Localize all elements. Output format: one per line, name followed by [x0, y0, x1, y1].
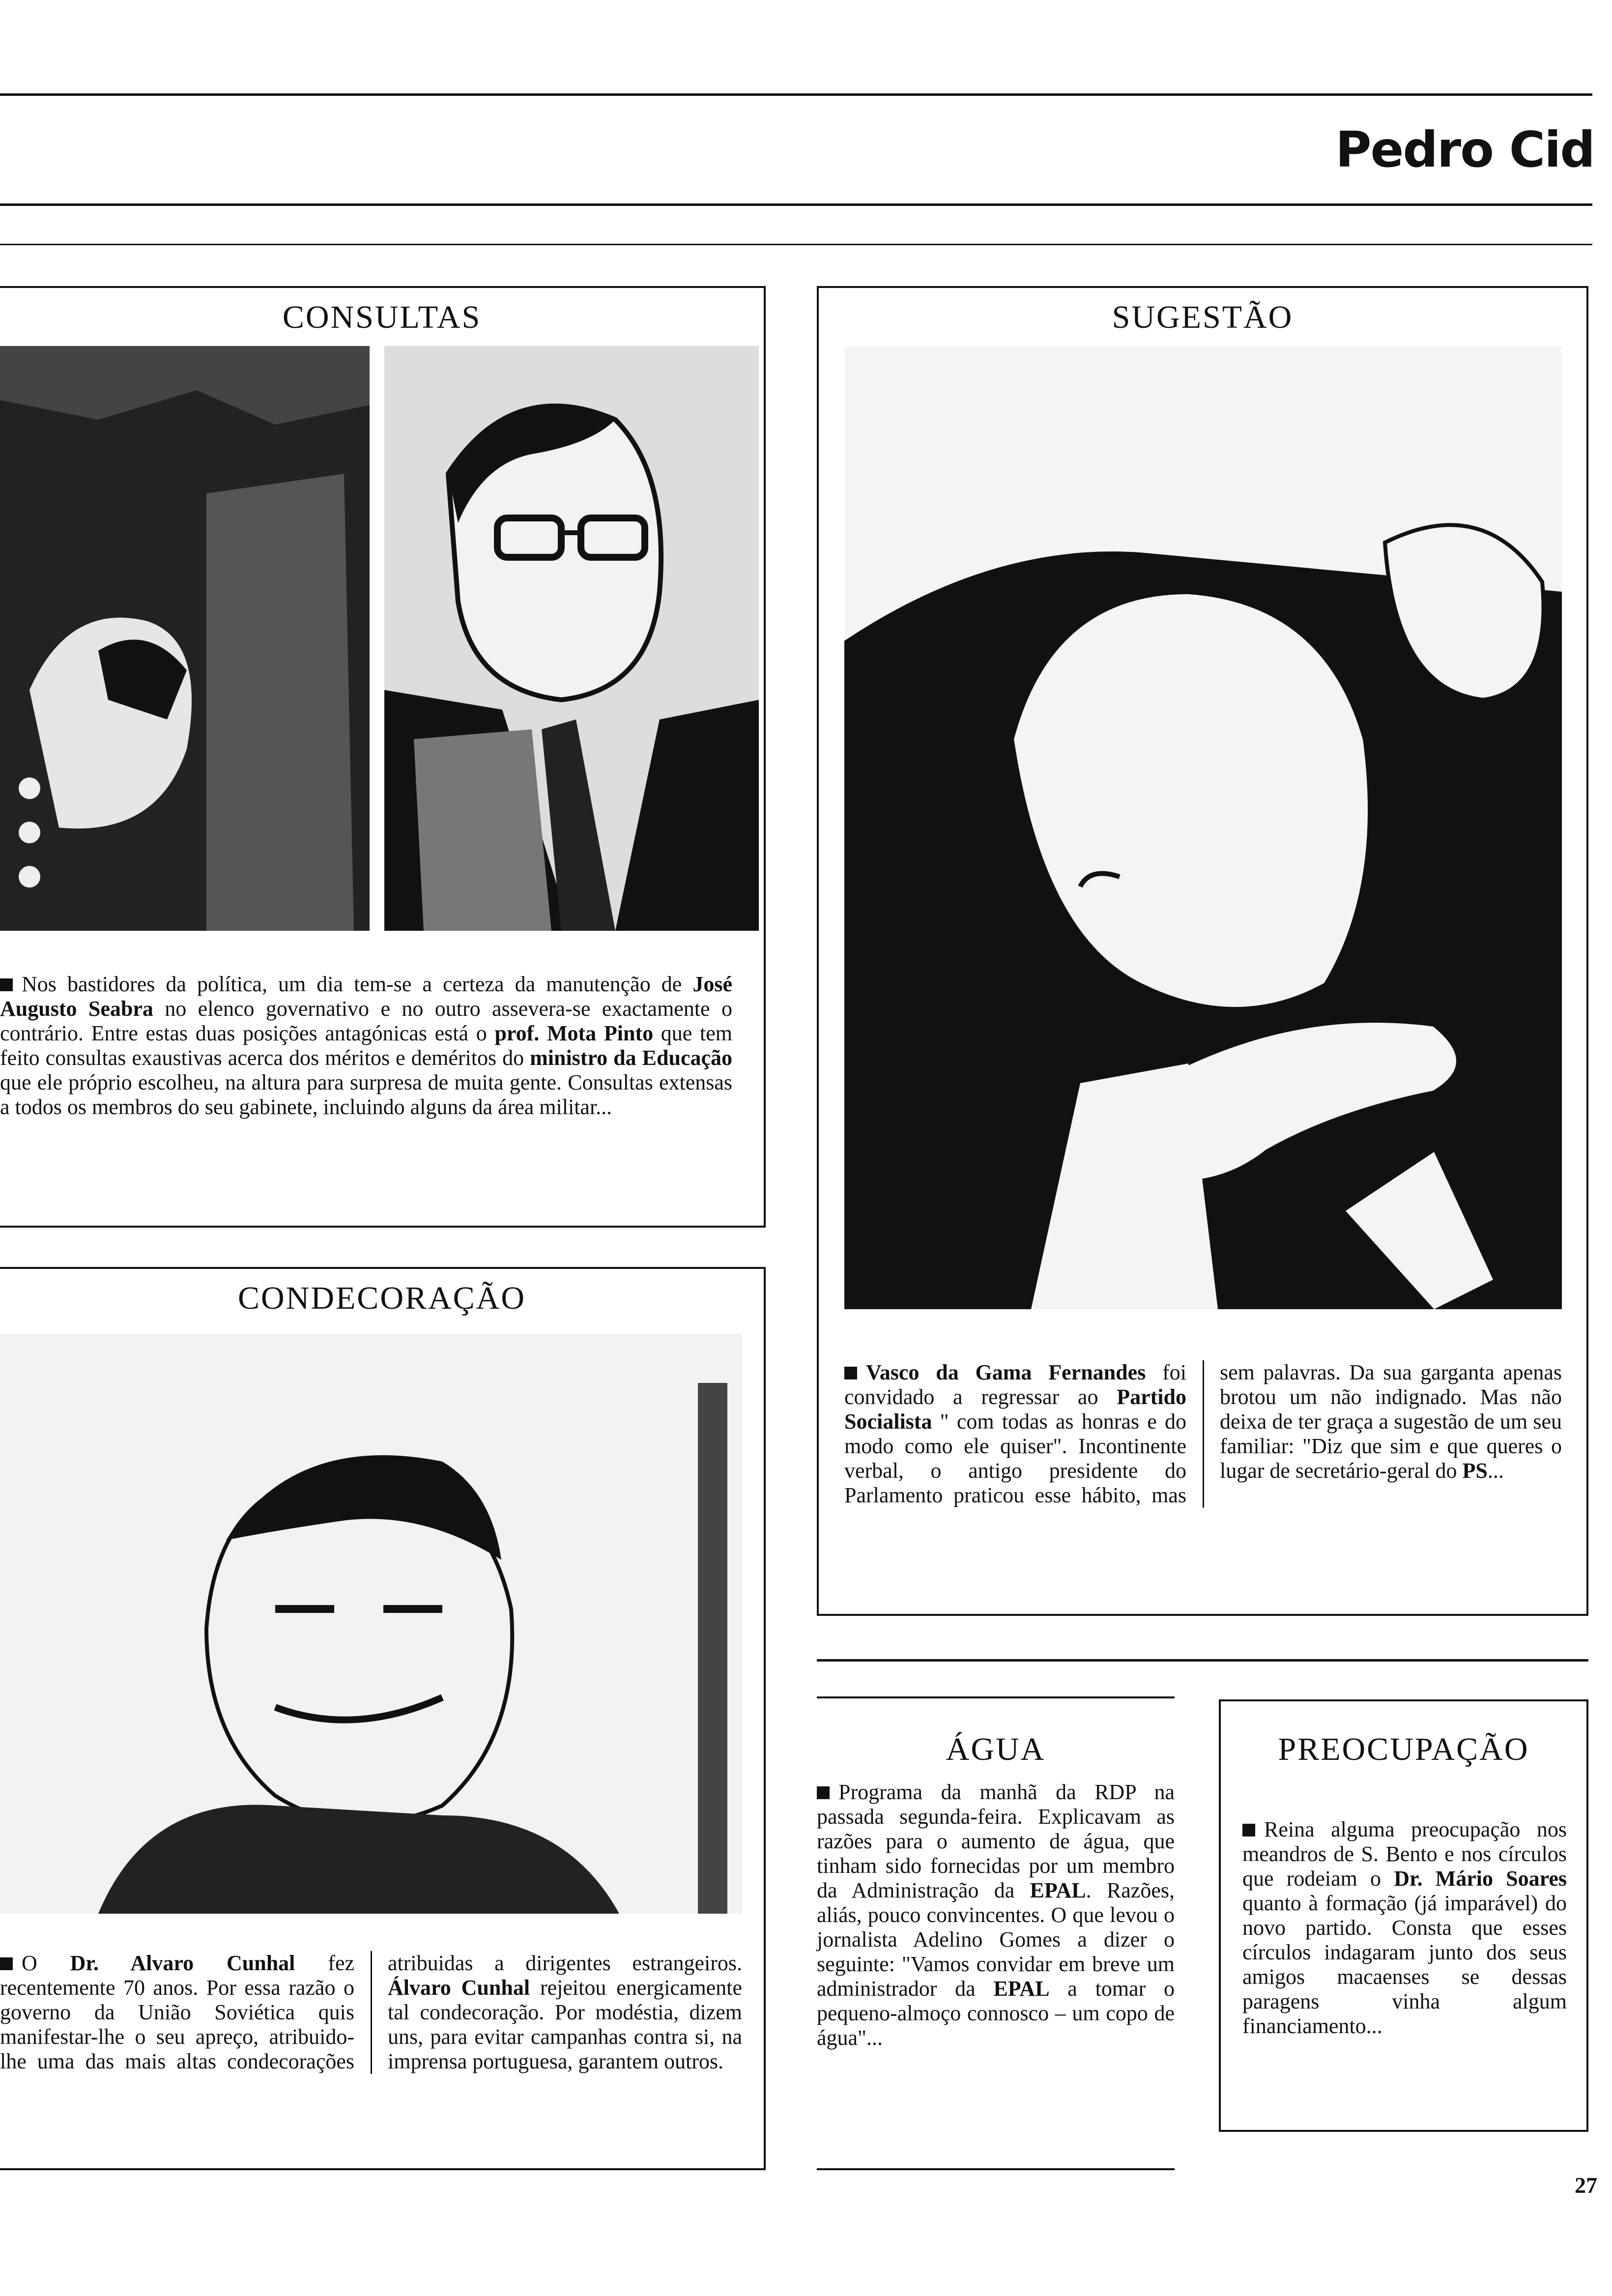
condecoracao-text-1: O [22, 1951, 70, 1975]
sugestao-name-vasco: Vasco da Gama Fernandes [866, 1360, 1146, 1384]
sugestao-text-2: " com todas as honras e do modo como ele quiser". Incontinente verbal, o antigo presidente do Parlamento praticou esse hábito, mas sem palavras. Da sua garganta apenas brotou um não indignado. Mas não deixa de ter graça a sugestão de um seu familiar: "Diz que sim e que queres o lugar de secretário-geral do [844, 1360, 1562, 1507]
sugestao-text-3: ... [1487, 1459, 1504, 1483]
preocupacao-name-soares: Dr. Mário Soares [1394, 1866, 1567, 1891]
consultas-heading: CONSULTAS [282, 299, 482, 335]
consultas-ministro: ministro da Educação [530, 1046, 732, 1070]
consultas-text [0, 972, 732, 1119]
top-rule [0, 93, 1592, 96]
agua-epal-2: EPAL [993, 1977, 1050, 2001]
bullet-icon [817, 1786, 830, 1799]
condecoracao-text-3: rejeitou energicamente tal condecoração. Por modéstia, dizem uns, para evitar campanhas contra si, na imprensa portuguesa, garantem outros. [388, 1976, 743, 2073]
preocupacao-box [1219, 1699, 1588, 2132]
condecoracao-name-cunhal: Dr. Alvaro Cunhal [70, 1951, 295, 1975]
agua-text-3: a tomar o pequeno-almoço connosco – um copo de água"... [817, 1977, 1175, 2050]
sugestao-text [844, 1360, 1562, 1508]
sugestao-photo [844, 346, 1562, 1309]
condecoracao-text [0, 1951, 742, 2074]
sugestao-partido: Partido Socialista [844, 1385, 1186, 1434]
author-name: Pedro Cid [1335, 121, 1594, 178]
condecoracao-box [0, 1267, 766, 2170]
agua-epal-1: EPAL [1030, 1878, 1086, 1902]
consultas-box [0, 286, 766, 1228]
agua-text [817, 1780, 1175, 2050]
agua-heading: ÁGUA [946, 1731, 1046, 1767]
consultas-name-seabra: José Augusto Seabra [0, 972, 732, 1021]
small-items-rule [817, 1659, 1588, 1662]
sugestao-box [817, 286, 1588, 1616]
condecoracao-text-2: fez recentemente 70 anos. Por essa razão o governo da União Soviética quis manifestar-lhe o seu apreço, atribuido-lhe uma das mais altas condecorações atribuidas a dirigentes estrangeiros. [0, 1951, 742, 2073]
agua-text-2: . Razões, aliás, pouco convincentes. O que levou o jornalista Adelino Gomes a dizer o seguinte: "Vamos convidar em breve um administrador da [817, 1878, 1175, 2001]
condecoracao-name-alvaro: Álvaro Cunhal [388, 1976, 530, 2000]
condecoracao-heading: CONDECORAÇÃO [237, 1280, 526, 1316]
consultas-name-mota-pinto: prof. Mota Pinto [494, 1021, 654, 1045]
agua-section [817, 1696, 1175, 2170]
sugestao-ps: PS [1462, 1459, 1488, 1483]
consultas-text-4: que ele próprio escolheu, na altura para surpresa de muita gente. Consultas extensas a todos os membros do seu gabinete, incluindo alguns da área militar... [0, 1070, 732, 1119]
preocupacao-text-2: quanto à formação (já imparável) do novo partido. Consta que esses círculos indagaram junto dos seus amigos macaenses se dessas paragens vinha algum financiamento... [1242, 1891, 1567, 2038]
bullet-icon [0, 978, 13, 991]
sugestao-text-1: foi convidado a regressar ao [844, 1360, 1186, 1409]
header-rule-2 [0, 244, 1592, 245]
bullet-icon [844, 1367, 857, 1379]
page-number: 27 [1575, 2173, 1597, 2198]
consultas-photo-left [0, 346, 370, 931]
agua-text-1: Programa da manhã da RDP na passada segunda-feira. Explicavam as razões para o aumento de água, que tinham sido fornecidas por um membro da Administração da [817, 1780, 1175, 1902]
preocupacao-text [1242, 1817, 1567, 2038]
consultas-text-1: Nos bastidores da política, um dia tem-se a certeza da manutenção de [22, 972, 693, 996]
condecoracao-photo [0, 1334, 742, 1914]
preocupacao-heading: PREOCUPAÇÃO [1278, 1731, 1529, 1767]
sugestao-heading: SUGESTÃO [1112, 299, 1294, 335]
header-rule-1 [0, 203, 1592, 206]
consultas-photo-right [384, 346, 759, 931]
bullet-icon [0, 1957, 13, 1970]
bullet-icon [1242, 1824, 1255, 1837]
preocupacao-text-1: Reina alguma preocupação nos meandros de S. Bento e nos círculos que rodeiam o [1242, 1817, 1567, 1891]
consultas-text-3: que tem feito consultas exaustivas acerca dos méritos e deméritos do [0, 1021, 733, 1070]
consultas-text-2: no elenco governativo e no outro assevera-se exactamente o contrário. Entre estas duas posições antagónicas está o [0, 997, 732, 1045]
